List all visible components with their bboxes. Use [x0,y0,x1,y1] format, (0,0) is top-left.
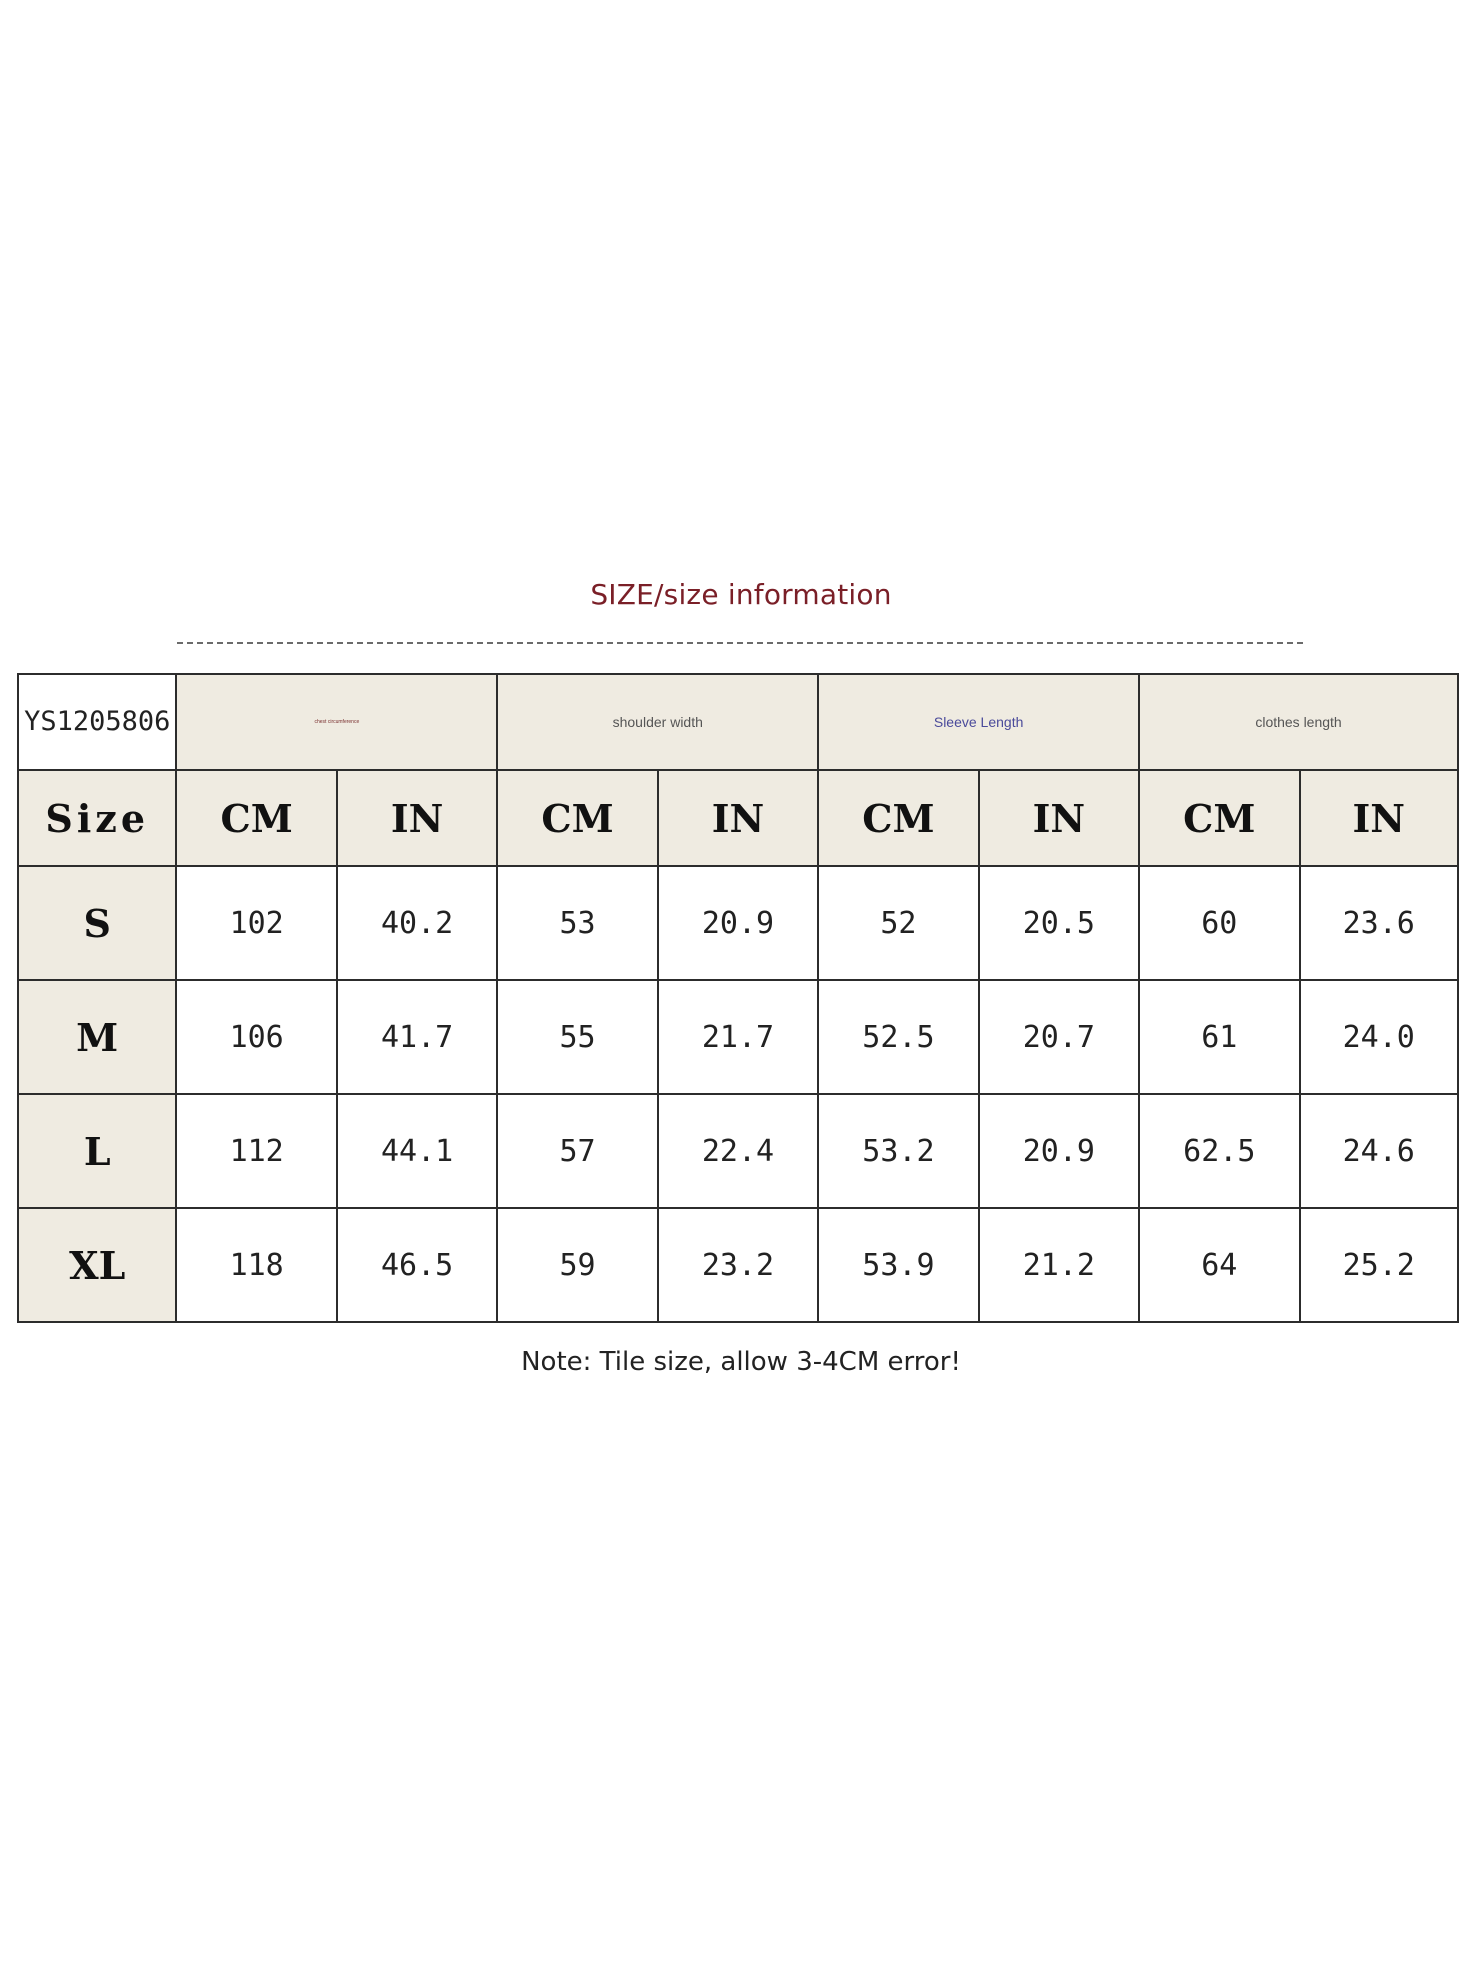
unit-label: IN [658,770,818,866]
unit-header-row [18,770,1458,866]
unit-label: IN [337,770,497,866]
table-cell: 20.5 [979,866,1139,980]
table-cell: 24.6 [1300,1094,1459,1208]
table-cell: 57 [497,1094,657,1208]
table-cell: 52.5 [818,980,978,1094]
table-cell: 40.2 [337,866,497,980]
table-row [18,980,1458,1094]
unit-label: CM [176,770,336,866]
table-cell: 53.9 [818,1208,978,1322]
table-cell: 20.9 [979,1094,1139,1208]
unit-label: CM [1139,770,1299,866]
size-label: S [18,866,176,980]
table-cell: 59 [497,1208,657,1322]
dashed-divider [177,642,1303,644]
table-cell: 61 [1139,980,1299,1094]
header-chest-circumference: chest circumference [176,674,497,770]
table-cell: 118 [176,1208,336,1322]
table-row [18,1094,1458,1208]
table-cell: 24.0 [1300,980,1459,1094]
unit-label: CM [497,770,657,866]
table-cell: 22.4 [658,1094,818,1208]
size-label: XL [18,1208,176,1322]
header-clothes-length: clothes length [1139,674,1458,770]
header-sleeve-length: Sleeve Length [818,674,1139,770]
size-label: L [18,1094,176,1208]
table-cell: 112 [176,1094,336,1208]
measurement-header-row [18,674,1458,770]
size-label: M [18,980,176,1094]
unit-label: CM [818,770,978,866]
table-cell: 53 [497,866,657,980]
table-cell: 102 [176,866,336,980]
table-cell: 55 [497,980,657,1094]
note-text: Note: Tile size, allow 3-4CM error! [521,1347,961,1377]
table-cell: 25.2 [1300,1208,1459,1322]
size-chart-table [17,673,1459,1323]
table-cell: 106 [176,980,336,1094]
table-row [18,1208,1458,1322]
unit-label: IN [979,770,1139,866]
page-title: SIZE/size information [590,578,892,611]
table-cell: 44.1 [337,1094,497,1208]
table-cell: 20.7 [979,980,1139,1094]
table-cell: 62.5 [1139,1094,1299,1208]
table-cell: 20.9 [658,866,818,980]
size-column-header: Size [18,770,176,866]
table-cell: 53.2 [818,1094,978,1208]
table-row [18,866,1458,980]
unit-label: IN [1300,770,1459,866]
table-cell: 21.7 [658,980,818,1094]
model-number: YS1205806 [18,674,176,770]
table-cell: 23.6 [1300,866,1459,980]
table-cell: 21.2 [979,1208,1139,1322]
header-shoulder-width: shoulder width [497,674,818,770]
table-cell: 60 [1139,866,1299,980]
table-cell: 41.7 [337,980,497,1094]
table-cell: 46.5 [337,1208,497,1322]
table-cell: 23.2 [658,1208,818,1322]
table-cell: 52 [818,866,978,980]
table-cell: 64 [1139,1208,1299,1322]
